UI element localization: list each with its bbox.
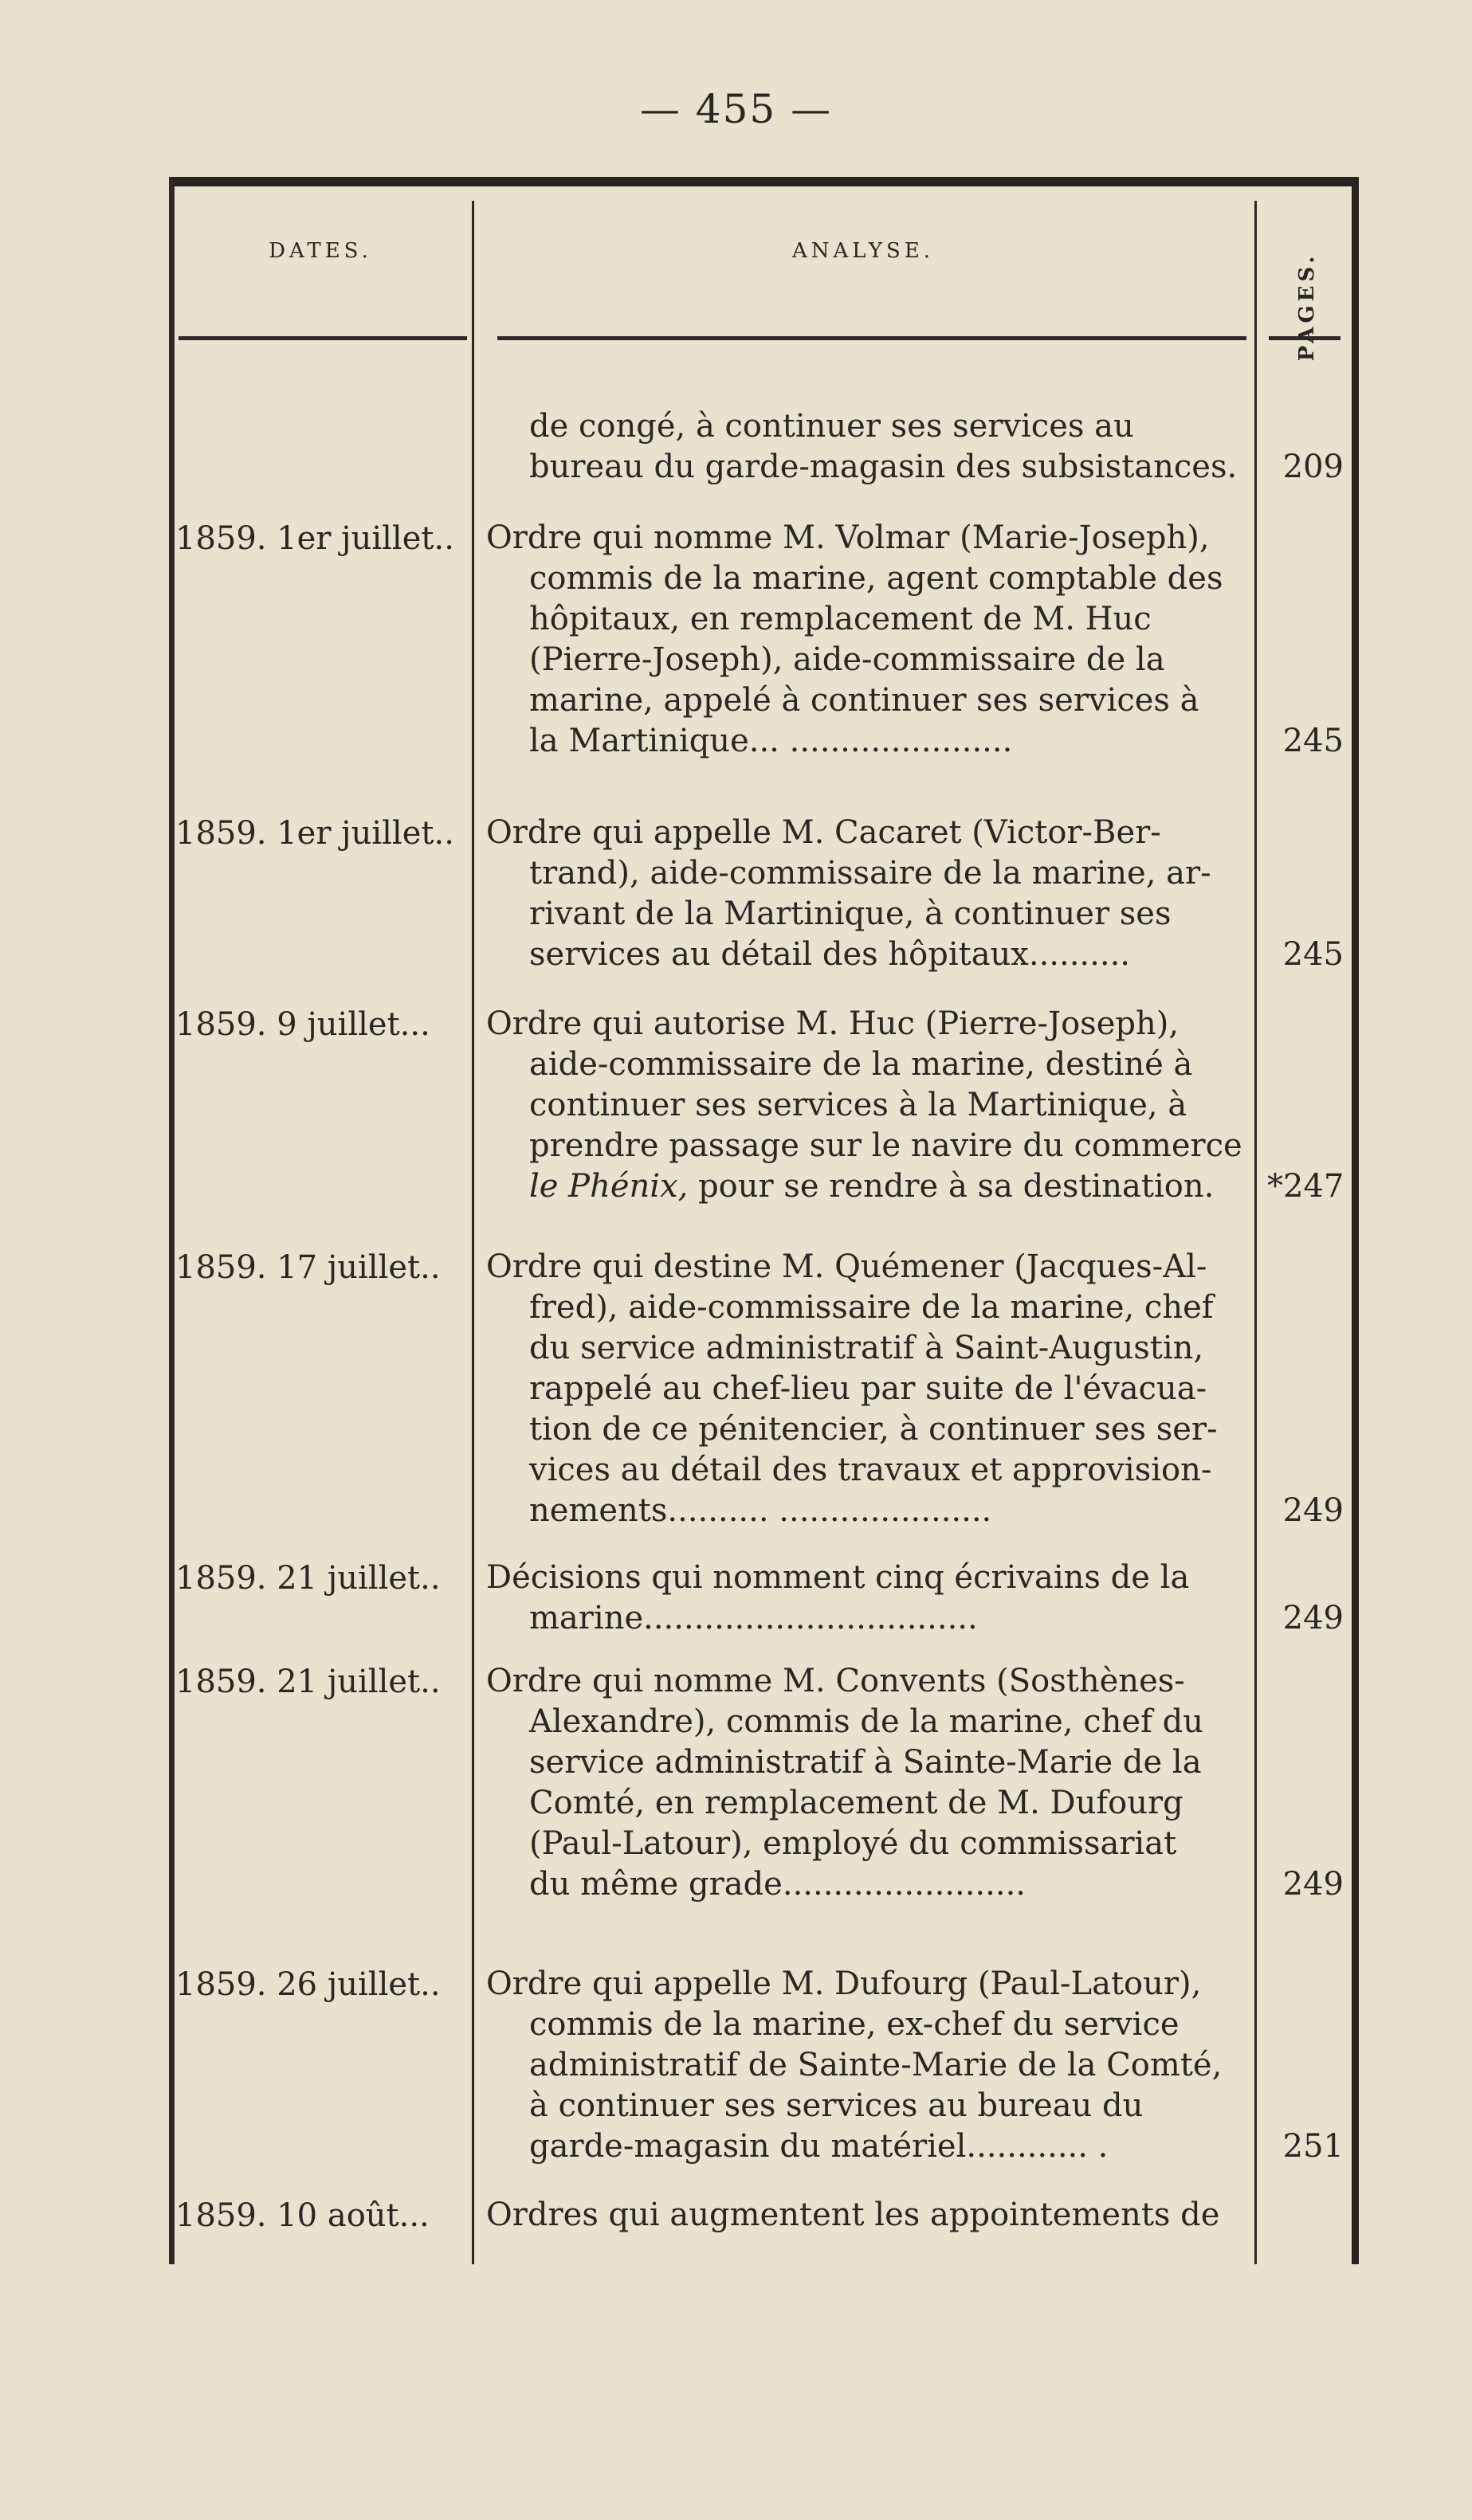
table-frame [169,177,1358,2264]
entry-analyse [486,1247,1243,1531]
header-rule-analyse [497,336,1246,340]
entry-analyse [486,406,1243,488]
analyse-line: garde-magasin du matériel............ . [529,2128,1109,2165]
entry-page-ref: 249 [1282,1866,1344,1903]
analyse-line: aide-commissaire de la marine, destiné à [529,1046,1193,1083]
table-left-rule [169,177,175,2264]
analyse-line: Comté, en remplacement de M. Dufourg [529,1785,1183,1821]
header-dates: DATES. [269,239,372,263]
analyse-line: à continuer ses services au bureau du [529,2087,1144,2124]
header-rule-dates [179,336,467,340]
analyse-line: marine, appelé à continuer ses services à [529,682,1199,719]
analyse-line: rivant de la Martinique, à continuer ses [529,896,1172,932]
analyse-line: Ordre qui destine M. Quémener (Jacques-Al- [486,1248,1207,1285]
analyse-line: du service administratif à Saint-Augustin, [529,1330,1204,1366]
analyse-line: services au détail des hôpitaux.......... [529,936,1131,973]
analyse-line: service administratif à Sainte-Marie de la [529,1744,1202,1781]
entry-analyse [486,1661,1243,1905]
analyse-line: prendre passage sur le navire du commerce [529,1127,1242,1164]
analyse-line: Ordre qui appelle M. Dufourg (Paul-Latour), [486,1965,1202,2002]
analyse-line: du même grade........................ [529,1866,1026,1903]
entry-date: 1859. 1er juillet.. [175,520,454,557]
analyse-line: (Pierre-Joseph), aide-commissaire de la [529,641,1165,678]
analyse-line: Alexandre), commis de la marine, chef du [529,1703,1203,1740]
analyse-line: fred), aide-commissaire de la marine, chef [529,1289,1214,1326]
analyse-line: continuer ses services à la Martinique, à [529,1087,1187,1123]
entry-date: 1859. 21 juillet.. [175,1664,441,1700]
analyse-line: Ordres qui augmentent les appointements de [486,2197,1220,2233]
entry-page-ref: *247 [1267,1168,1344,1205]
analyse-line: bureau du garde-magasin des subsistances. [529,449,1238,485]
entry-date: 1859. 17 juillet.. [175,1249,441,1286]
table-top-rule [169,177,1358,186]
analyse-line: hôpitaux, en remplacement de M. Huc [529,601,1152,637]
entry-page-ref: 251 [1282,2128,1344,2165]
table-right-rule [1352,177,1359,2264]
entry-date: 1859. 1er juillet.. [175,815,454,852]
entry-analyse [486,1964,1243,2167]
column-divider-dates [472,201,474,2264]
entry-date: 1859. 10 août... [175,2197,430,2234]
entry-analyse [486,1558,1243,1639]
entry-page-ref: 249 [1282,1492,1344,1529]
analyse-line: Décisions qui nomment cinq écrivains de la [486,1559,1190,1596]
header-pages: PAGES. [1295,252,1319,362]
entry-analyse [486,2195,1243,2236]
analyse-line: Ordre qui nomme M. Volmar (Marie-Joseph), [486,519,1210,556]
analyse-line: Ordre qui autorise M. Huc (Pierre-Joseph), [486,1005,1180,1042]
entry-analyse [486,813,1243,975]
entry-page-ref: 245 [1282,723,1344,759]
analyse-line: nements.......... ..................... [529,1492,992,1529]
analyse-line: tion de ce pénitencier, à continuer ses ser- [529,1411,1218,1448]
analyse-line: de congé, à continuer ses services au [529,408,1134,445]
analyse-line: le Phénix, pour se rendre à sa destination. [529,1168,1215,1205]
page-number: — 455 — [639,86,833,132]
analyse-line: Ordre qui nomme M. Convents (Sosthènes- [486,1663,1185,1699]
entry-page-ref: 209 [1282,449,1344,485]
analyse-line: Ordre qui appelle M. Cacaret (Victor-Ber- [486,814,1161,851]
analyse-line: rappelé au chef-lieu par suite de l'évacua- [529,1370,1207,1407]
analyse-line: commis de la marine, agent comptable des [529,560,1223,597]
analyse-line: vices au détail des travaux et approvision- [529,1452,1212,1488]
entry-page-ref: 249 [1282,1600,1344,1636]
entry-date: 1859. 26 juillet.. [175,1966,441,2003]
analyse-line: marine................................. [529,1600,978,1636]
analyse-line: administratif de Sainte-Marie de la Comté, [529,2047,1223,2083]
header-analyse: ANALYSE. [791,239,935,263]
column-divider-pages [1254,201,1257,2264]
entry-page-ref: 245 [1282,936,1344,973]
entry-analyse [486,1004,1243,1207]
entry-date: 1859. 9 juillet... [175,1006,430,1043]
analyse-line: commis de la marine, ex-chef du service [529,2006,1180,2043]
analyse-line: la Martinique... ...................... [529,723,1013,759]
analyse-line: (Paul-Latour), employé du commissariat [529,1825,1177,1862]
analyse-line: trand), aide-commissaire de la marine, ar- [529,855,1211,892]
entry-analyse [486,518,1243,762]
entry-date: 1859. 21 juillet.. [175,1560,441,1597]
